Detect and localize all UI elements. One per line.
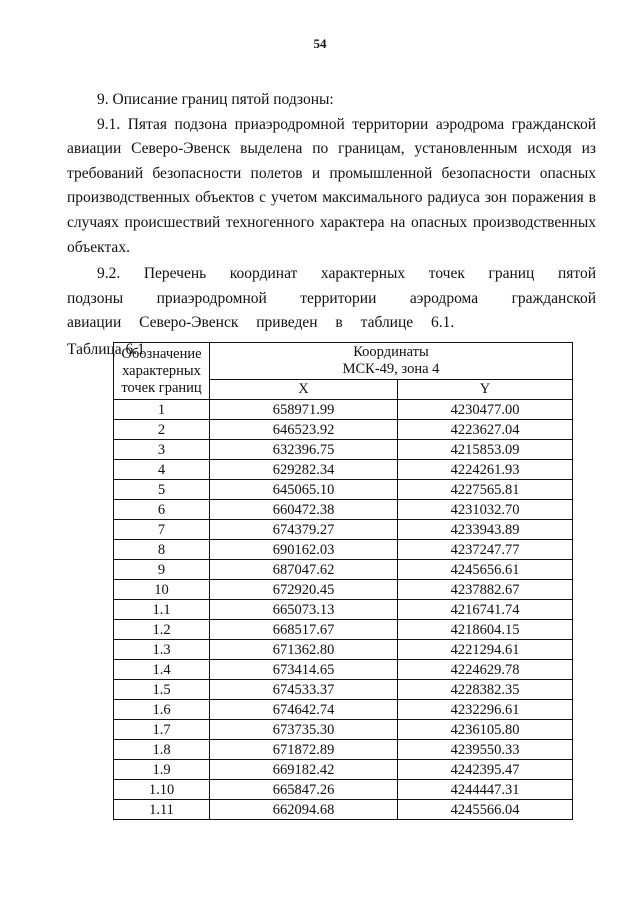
table-row [114, 600, 573, 620]
point-id: 1.7 [114, 720, 210, 740]
table-row [114, 520, 573, 540]
y-value: 4237882.67 [398, 580, 573, 600]
y-value: 4232296.61 [398, 700, 573, 720]
table-row [114, 680, 573, 700]
y-value: 4218604.15 [398, 620, 573, 640]
x-value: 662094.68 [210, 800, 398, 820]
point-id: 1.8 [114, 740, 210, 760]
y-value: 4236105.80 [398, 720, 573, 740]
y-value: 4245656.61 [398, 560, 573, 580]
table-row [114, 580, 573, 600]
y-value: 4230477.00 [398, 400, 573, 420]
x-value: 672920.45 [210, 580, 398, 600]
x-header: X [210, 380, 398, 400]
table-row [114, 660, 573, 680]
point-id: 5 [114, 480, 210, 500]
point-id: 3 [114, 440, 210, 460]
table-row [114, 700, 573, 720]
y-value: 4228382.35 [398, 680, 573, 700]
point-id: 1 [114, 400, 210, 420]
table-row [114, 480, 573, 500]
y-value: 4223627.04 [398, 420, 573, 440]
table-row [114, 720, 573, 740]
x-value: 687047.62 [210, 560, 398, 580]
x-value: 645065.10 [210, 480, 398, 500]
y-value: 4245566.04 [398, 800, 573, 820]
y-value: 4233943.89 [398, 520, 573, 540]
y-value: 4244447.31 [398, 780, 573, 800]
x-value: 674533.37 [210, 680, 398, 700]
x-value: 671362.80 [210, 640, 398, 660]
table-caption: Таблица 6.1 [67, 340, 145, 358]
x-value: 660472.38 [210, 500, 398, 520]
point-id: 2 [114, 420, 210, 440]
table-row [114, 560, 573, 580]
point-id: 10 [114, 580, 210, 600]
point-id: 1.6 [114, 700, 210, 720]
point-id: 9 [114, 560, 210, 580]
section-heading: 9. Описание границ пятой подзоны: [97, 91, 334, 108]
paragraph-9-1: 9.1. Пятая подзона приаэродромной территории аэродрома гражданской авиации Северо-Эвенск выделена по границам, установленным исходя из требований безопасности полетов и промышленной безопасности опасных производственных объектов с учетом максимального радиуса зон поражения в случаях происшествий техногенного характера на опасных производственных объектах. [67, 115, 596, 256]
page-number: 54 [313, 36, 327, 51]
paragraph-9-2: 9.2. Перечень координат характерных точек границ пятой подзоны приаэродромной территории аэродрома гражданской авиации Северо-Эвенск приведен в таблице 6.1. [67, 265, 596, 332]
x-value: 665847.26 [210, 780, 398, 800]
x-value: 690162.03 [210, 540, 398, 560]
y-value: 4224261.93 [398, 460, 573, 480]
point-id: 1.4 [114, 660, 210, 680]
table-row [114, 420, 573, 440]
y-value: 4242395.47 [398, 760, 573, 780]
table-row [114, 780, 573, 800]
coords-header-title: Координаты [353, 344, 429, 360]
y-header: Y [398, 380, 573, 400]
y-value: 4227565.81 [398, 480, 573, 500]
y-value: 4215853.09 [398, 440, 573, 460]
y-value: 4231032.70 [398, 500, 573, 520]
x-value: 671872.89 [210, 740, 398, 760]
table-row [114, 440, 573, 460]
table-row [114, 500, 573, 520]
x-value: 665073.13 [210, 600, 398, 620]
y-value: 4237247.77 [398, 540, 573, 560]
point-id: 7 [114, 520, 210, 540]
x-value: 674642.74 [210, 700, 398, 720]
body-text [67, 88, 596, 363]
coords-header [210, 343, 573, 380]
point-id: 1.1 [114, 600, 210, 620]
point-id: 1.5 [114, 680, 210, 700]
point-id: 1.3 [114, 640, 210, 660]
x-value: 658971.99 [210, 400, 398, 420]
coordinates-table [113, 342, 573, 820]
table-row [114, 620, 573, 640]
x-value: 673735.30 [210, 720, 398, 740]
x-value: 674379.27 [210, 520, 398, 540]
point-id: 1.2 [114, 620, 210, 640]
x-value: 673414.65 [210, 660, 398, 680]
x-value: 669182.42 [210, 760, 398, 780]
y-value: 4239550.33 [398, 740, 573, 760]
table-row [114, 740, 573, 760]
y-value: 4221294.61 [398, 640, 573, 660]
x-value: 646523.92 [210, 420, 398, 440]
x-value: 632396.75 [210, 440, 398, 460]
table-row [114, 640, 573, 660]
point-id: 6 [114, 500, 210, 520]
point-id: 1.10 [114, 780, 210, 800]
point-id: 1.11 [114, 800, 210, 820]
x-value: 668517.67 [210, 620, 398, 640]
table-row [114, 800, 573, 820]
y-value: 4216741.74 [398, 600, 573, 620]
points-header: Обозначение характерных точек границ [114, 343, 210, 400]
table-row [114, 540, 573, 560]
point-id: 1.9 [114, 760, 210, 780]
coords-header-system: МСК-49, зона 4 [342, 361, 440, 377]
x-value: 629282.34 [210, 460, 398, 480]
point-id: 8 [114, 540, 210, 560]
point-id: 4 [114, 460, 210, 480]
table-row [114, 400, 573, 420]
table-row [114, 760, 573, 780]
y-value: 4224629.78 [398, 660, 573, 680]
table-row [114, 460, 573, 480]
